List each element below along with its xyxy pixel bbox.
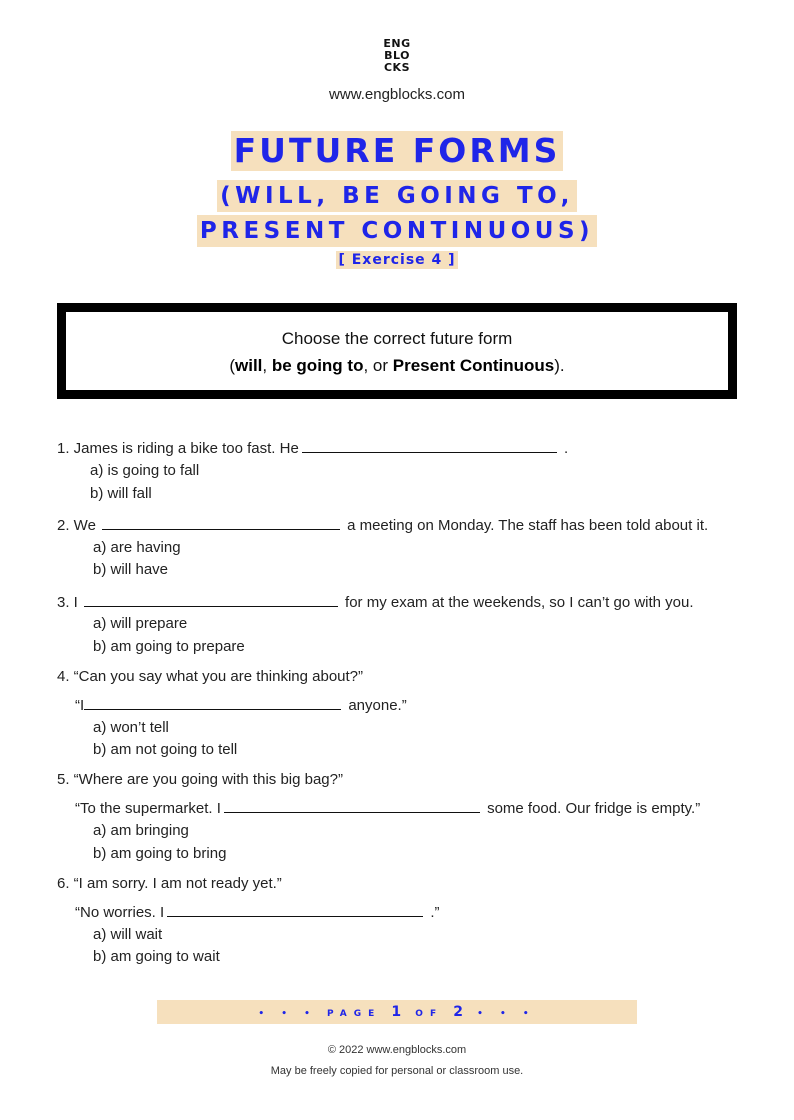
- option-a[interactable]: a) won’t tell: [93, 719, 169, 736]
- title-main-row: [0, 131, 794, 171]
- option-b[interactable]: b) am going to wait: [93, 948, 220, 965]
- option-will: will: [235, 356, 263, 375]
- page-subtitle-line2: PRESENT CONTINUOUS): [197, 215, 597, 247]
- page-number: 1: [391, 1004, 406, 1020]
- question-4: 4. “Can you say what you are thinking about?”: [57, 668, 364, 685]
- question-5-answer-line: [75, 798, 700, 817]
- logo-line: ENG: [383, 37, 411, 50]
- option-b[interactable]: b) will fall: [90, 485, 152, 502]
- dots-right: • • •: [477, 1009, 536, 1019]
- option-b[interactable]: b) will have: [93, 561, 169, 578]
- question-5: 5. “Where are you going with this big bag?”: [57, 771, 343, 788]
- page-title: FUTURE FORMS: [231, 131, 564, 171]
- answer-blank[interactable]: [167, 902, 423, 917]
- dots-left: • • •: [258, 1009, 317, 1019]
- page-indicator: [157, 1000, 637, 1024]
- question-text: “I: [75, 697, 85, 714]
- option-a[interactable]: a) will wait: [93, 926, 163, 943]
- option-present-continuous: Present Continuous: [392, 356, 555, 375]
- page-subtitle-line1: (WILL, BE GOING TO,: [217, 180, 577, 212]
- question-6-answer-line: [75, 902, 440, 921]
- option-a[interactable]: a) will prepare: [93, 615, 188, 632]
- instructions-box: [57, 303, 737, 399]
- question-text-end: anyone.”: [348, 697, 407, 714]
- of-word: OF: [415, 1009, 444, 1019]
- option-a[interactable]: a) are having: [93, 539, 181, 556]
- answer-blank[interactable]: [84, 592, 338, 607]
- paren-close: ).: [554, 356, 565, 375]
- copyright: © 2022 www.engblocks.com: [327, 1044, 467, 1056]
- exercise-label-row: [0, 251, 794, 269]
- separator: , or: [363, 356, 393, 375]
- answer-blank[interactable]: [84, 695, 341, 710]
- question-1: [57, 438, 568, 457]
- question-text: 2. We: [57, 517, 96, 534]
- question-text-end: some food. Our fridge is empty.”: [487, 800, 701, 817]
- page-total: 2: [453, 1004, 467, 1020]
- question-4-answer-line: [75, 695, 407, 714]
- answer-blank[interactable]: [302, 438, 557, 453]
- title-sub1-row: [0, 180, 794, 212]
- answer-blank[interactable]: [102, 515, 340, 530]
- question-text: “To the supermarket. I: [75, 800, 221, 817]
- paren-open: (: [229, 356, 235, 375]
- question-6: 6. “I am sorry. I am not ready yet.”: [57, 875, 282, 892]
- instructions-line2: [66, 352, 728, 379]
- option-a[interactable]: a) am bringing: [93, 822, 189, 839]
- option-a[interactable]: a) is going to fall: [90, 462, 200, 479]
- instructions-line1: Choose the correct future form: [281, 329, 513, 348]
- question-3: [57, 592, 694, 611]
- separator: ,: [262, 356, 272, 375]
- title-sub2-row: [0, 215, 794, 247]
- option-b[interactable]: b) am going to bring: [93, 845, 227, 862]
- logo-line: BLO: [384, 49, 410, 62]
- question-text-end: .”: [430, 904, 440, 921]
- option-be-going-to: be going to: [271, 356, 364, 375]
- question-text: 3. I: [57, 594, 78, 611]
- question-text-end: .: [563, 440, 569, 457]
- question-text: 1. James is riding a bike too fast. He: [57, 440, 299, 457]
- answer-blank[interactable]: [224, 798, 480, 813]
- option-b[interactable]: b) am going to prepare: [93, 638, 245, 655]
- engblocks-logo: [0, 38, 794, 74]
- question-text: “No worries. I: [75, 904, 165, 921]
- license-note: May be freely copied for personal or classroom use.: [270, 1065, 524, 1077]
- logo-line: CKS: [383, 61, 411, 74]
- question-2: [57, 515, 708, 534]
- page-word: PAGE: [326, 1009, 382, 1019]
- site-url[interactable]: www.engblocks.com: [329, 86, 465, 103]
- question-text-end: a meeting on Monday. The staff has been told about it.: [347, 517, 709, 534]
- exercise-label: [ Exercise 4 ]: [338, 252, 456, 268]
- question-text-end: for my exam at the weekends, so I can’t go with you.: [345, 594, 694, 611]
- option-b[interactable]: b) am not going to tell: [93, 741, 238, 758]
